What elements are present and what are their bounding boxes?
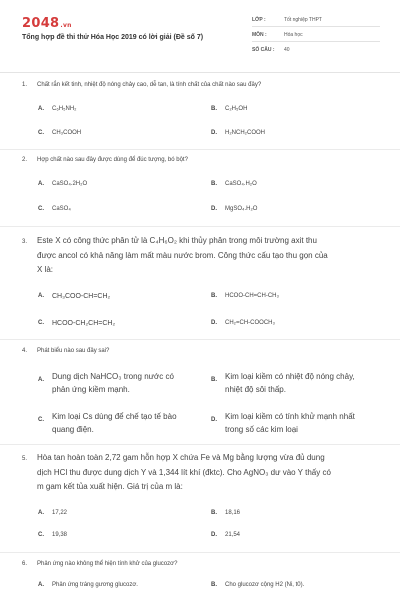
question-number: 1. bbox=[22, 82, 28, 88]
option-text: CH₂=CH-COOCH₃ bbox=[225, 320, 275, 326]
meta-row-subject bbox=[252, 29, 380, 42]
option-letter: A. bbox=[38, 377, 44, 383]
option-line: Dung dịch NaHCO₃ trong nước có bbox=[52, 372, 174, 381]
option-text: CH₃COO-CH=CH₂ bbox=[52, 293, 111, 300]
option-b[interactable] bbox=[211, 293, 279, 299]
exam-meta bbox=[252, 14, 380, 58]
option-letter: D. bbox=[211, 206, 217, 212]
option-b[interactable] bbox=[211, 582, 304, 588]
option-text: CaSO₄ bbox=[52, 206, 71, 212]
meta-label: MÔN : bbox=[252, 31, 267, 38]
question-stem-line: m gam kết tủa xuất hiện. Giá trị của m là: bbox=[37, 482, 183, 491]
logo-text: 2048 bbox=[22, 16, 60, 31]
meta-row-count bbox=[252, 43, 380, 56]
question-divider bbox=[0, 149, 400, 150]
meta-value: Hóa học bbox=[284, 31, 303, 38]
header-divider bbox=[0, 72, 400, 73]
option-text: 21,54 bbox=[225, 532, 241, 538]
document-title: Tổng hợp đề thi thử Hóa Học 2019 có lời giải (Đề số 7) bbox=[22, 34, 204, 41]
option-c[interactable] bbox=[38, 320, 115, 327]
option-text: CH₃COOH bbox=[52, 130, 82, 136]
option-line: Kim loại Cs dùng để chế tạo tế bào bbox=[52, 412, 177, 421]
option-b[interactable] bbox=[211, 370, 355, 396]
option-letter: B. bbox=[211, 582, 217, 588]
option-text: 17,22 bbox=[52, 510, 68, 516]
question-divider bbox=[0, 552, 400, 553]
question-number: 3. bbox=[22, 239, 28, 245]
question-stem-line: được ancol có khả năng làm mất màu nước brom. Công thức cấu tạo thu gọn của bbox=[37, 251, 328, 260]
option-text: C₆H₅NH₂ bbox=[52, 106, 77, 112]
question-text bbox=[22, 348, 382, 354]
option-letter: C. bbox=[38, 417, 44, 423]
option-letter: D. bbox=[211, 417, 217, 423]
question-number: 2. bbox=[22, 157, 28, 163]
page-header bbox=[0, 0, 400, 70]
option-text: Phản ứng tráng gương glucozơ. bbox=[52, 582, 138, 588]
option-letter: D. bbox=[211, 532, 217, 538]
option-text: Cho glucozơ cộng H2 (Ni, t0). bbox=[225, 582, 305, 588]
meta-value: 40 bbox=[284, 46, 290, 53]
option-letter: B. bbox=[211, 377, 217, 383]
question-divider bbox=[0, 444, 400, 445]
option-text bbox=[225, 410, 355, 436]
meta-label: SỐ CÂU : bbox=[252, 46, 275, 53]
option-text bbox=[225, 370, 355, 396]
question-text bbox=[22, 234, 382, 277]
question-stem: Chất rắn kết tinh, nhiệt độ nóng chảy cao, dễ tan, là tính chất của chất nào sau đây? bbox=[37, 82, 262, 88]
option-c[interactable] bbox=[38, 532, 67, 538]
option-c[interactable] bbox=[38, 130, 81, 136]
question-text bbox=[22, 561, 382, 567]
question-stem-line: Hòa tan hoàn toàn 2,72 gam hỗn hợp X chứa Fe và Mg bằng lượng vừa đủ dung bbox=[37, 453, 325, 462]
option-d[interactable] bbox=[211, 130, 265, 136]
option-letter: A. bbox=[38, 106, 44, 112]
option-letter: D. bbox=[211, 320, 217, 326]
option-text: MgSO₄.H₂O bbox=[225, 206, 258, 212]
option-text: CaSO₄.H₂O bbox=[225, 181, 257, 187]
option-line: quang điện. bbox=[52, 425, 94, 434]
question-stem: Phản ứng nào không thể hiện tính khử của glucozơ? bbox=[37, 561, 178, 567]
option-letter: B. bbox=[211, 293, 217, 299]
option-a[interactable] bbox=[38, 293, 110, 300]
option-line: phản ứng kiềm mạnh. bbox=[52, 385, 130, 394]
option-letter: C. bbox=[38, 206, 44, 212]
option-c[interactable] bbox=[38, 410, 177, 436]
question-stem-line: dịch HCl thu được dung dịch Y và 1,344 lít khí (đktc). Cho AgNO₃ dư vào Y thấy có bbox=[37, 468, 331, 477]
question-stem-line: Este X có công thức phân tử là C₄H₆O₂ khi thủy phân trong môi trường axit thu bbox=[37, 236, 317, 245]
option-d[interactable] bbox=[211, 532, 240, 538]
option-d[interactable] bbox=[211, 410, 355, 436]
option-text: 18,16 bbox=[225, 510, 241, 516]
option-letter: D. bbox=[211, 130, 217, 136]
option-text: HCOO-CH=CH-CH₃ bbox=[225, 293, 279, 299]
question-number: 6. bbox=[22, 561, 28, 567]
option-line: Kim loại kiềm có tính khử mạnh nhất bbox=[225, 412, 355, 421]
option-letter: C. bbox=[38, 532, 44, 538]
option-b[interactable] bbox=[211, 106, 247, 112]
question-stem: Phát biểu nào sau đây sai? bbox=[37, 348, 110, 354]
option-text: 19,38 bbox=[52, 532, 68, 538]
option-line: nhiệt độ sôi thấp. bbox=[225, 385, 286, 394]
option-a[interactable] bbox=[38, 181, 87, 187]
option-letter: A. bbox=[38, 293, 44, 299]
option-a[interactable] bbox=[38, 582, 138, 588]
logo-suffix: .vn bbox=[60, 22, 72, 29]
question-text bbox=[22, 451, 382, 494]
question-stem-line: X là: bbox=[37, 265, 54, 274]
question-divider bbox=[0, 339, 400, 340]
question-stem: Hợp chất nào sau đây được dùng để đúc tượng, bó bột? bbox=[37, 157, 188, 163]
option-d[interactable] bbox=[211, 320, 275, 326]
option-letter: A. bbox=[38, 181, 44, 187]
option-a[interactable] bbox=[38, 370, 174, 396]
meta-label: LỚP : bbox=[252, 17, 266, 23]
option-text: CaSO₄.2H₂O bbox=[52, 181, 88, 187]
option-text: C₂H₅OH bbox=[225, 106, 248, 112]
option-a[interactable] bbox=[38, 106, 77, 112]
option-letter: A. bbox=[38, 582, 44, 588]
option-text: HCOO-CH₂CH=CH₂ bbox=[52, 320, 116, 327]
option-text bbox=[52, 370, 174, 396]
question-text bbox=[22, 157, 382, 163]
option-letter: B. bbox=[211, 106, 217, 112]
option-letter: C. bbox=[38, 130, 44, 136]
option-letter: C. bbox=[38, 320, 44, 326]
option-d[interactable] bbox=[211, 206, 257, 212]
meta-value: Tốt nghiệp THPT bbox=[284, 17, 322, 23]
option-line: Kim loại kiềm có nhiệt độ nóng chảy, bbox=[225, 372, 355, 381]
option-letter: B. bbox=[211, 510, 217, 516]
meta-row-class bbox=[252, 14, 380, 27]
option-b[interactable] bbox=[211, 510, 240, 516]
question-number: 4. bbox=[22, 348, 28, 354]
question-number: 5. bbox=[22, 456, 28, 462]
option-letter: B. bbox=[211, 181, 217, 187]
option-text bbox=[52, 410, 177, 436]
option-line: trong số các kim loại bbox=[225, 425, 298, 434]
option-c[interactable] bbox=[38, 206, 71, 212]
question-text bbox=[22, 82, 382, 88]
question-divider bbox=[0, 226, 400, 227]
option-text: H₂NCH₂COOH bbox=[225, 130, 265, 136]
option-b[interactable] bbox=[211, 181, 257, 187]
site-logo[interactable] bbox=[22, 16, 72, 31]
option-a[interactable] bbox=[38, 510, 67, 516]
option-letter: A. bbox=[38, 510, 44, 516]
